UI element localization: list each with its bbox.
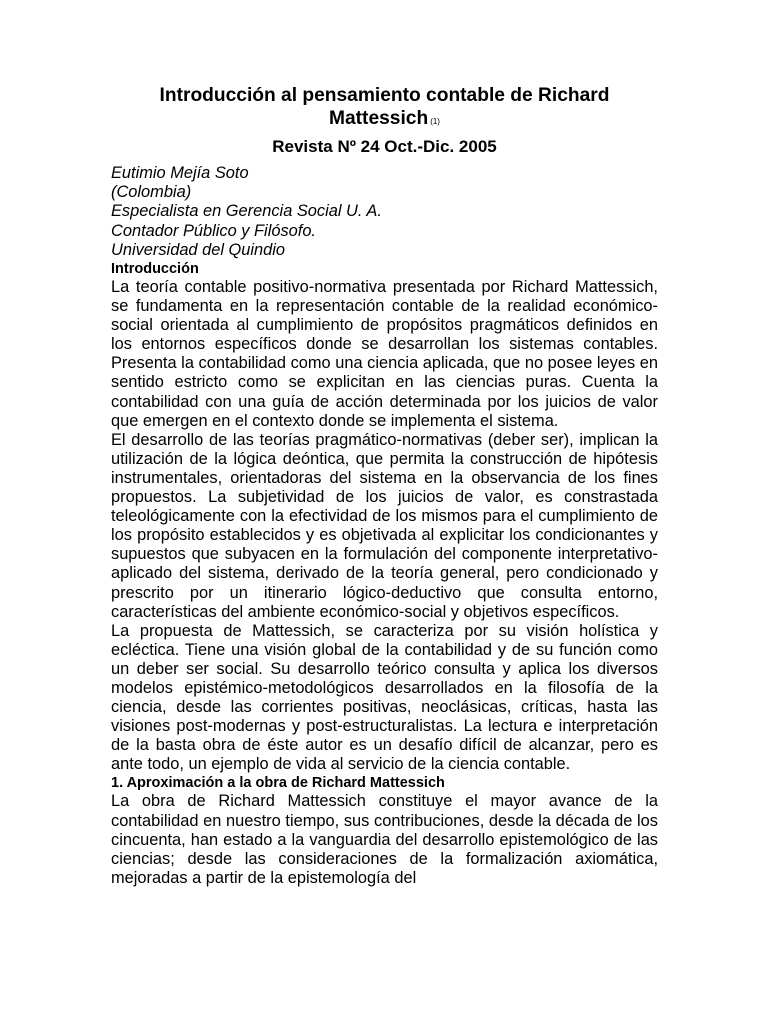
author-block <box>111 164 658 260</box>
section1-paragraph: La obra de Richard Mattessich constituye el mayor avance de la contabilidad en nuestro tiempo, sus contribuciones, desde la década de los cincuenta, han estado a la vanguardia del desarrollo epistemológico de las ciencias; desde las consideraciones de la formalización axiomática, mejoradas a partir de la epistemología del <box>111 792 658 887</box>
title-footnote-marker: (1) <box>430 117 440 126</box>
section-heading-aproximacion: 1. Aproximación a la obra de Richard Mattessich <box>111 775 445 792</box>
author-name: Eutimio Mejía Soto <box>111 164 249 182</box>
intro-paragraph-3: La propuesta de Mattessich, se caracteriza por su visión holística y ecléctica. Tiene una visión global de la contabilidad y de su función como un deber ser social. Su desarrollo teórico consulta y aplica los diversos modelos epistémico-metodológicos desarrollados en la filosofía de la ciencia, desde las corrientes positivas, neoclásicas, críticas, hasta las visiones post-modernas y post-estructuralistas. La lectura e interpretación de la basta obra de éste autor es un desafío difícil de alcanzar, pero es ante todo, un ejemplo de vida al servicio de la ciencia contable. <box>111 621 658 774</box>
section-heading-introduccion: Introducción <box>111 261 199 278</box>
title-line-2: Mattessich <box>329 108 429 129</box>
document-title <box>111 84 658 130</box>
author-affiliation: Universidad del Quindio <box>111 240 286 259</box>
author-credential-1: Especialista en Gerencia Social U. A. <box>111 202 382 221</box>
intro-paragraph-2: El desarrollo de las teorías pragmático-normativas (deber ser), implican la utilización de la lógica deóntica, que permita la construcción de hipótesis instrumentales, orientadoras del sistema en la observancia de los fines propuestos. La subjetividad de los juicios de valor, es constrastada teleológicamente con la efectividad de los mismos para el cumplimiento de los propósito establecidos y es objetivada al explicitar los condicionantes y supuestos que subyacen en la formulación del componente interpretativo-aplicado del sistema, derivado de la teoría general, pero condicionado y prescrito por un itinerario lógico-deductivo que consulta entorno, características del ambiente económico-social y objetivos específicos. <box>111 430 658 621</box>
author-credential-2: Contador Público y Filósofo. <box>111 221 316 240</box>
author-country: (Colombia) <box>111 183 192 202</box>
journal-issue: Revista Nº 24 Oct.-Dic. 2005 <box>272 137 497 156</box>
title-line-1: Introducción al pensamiento contable de Richard <box>159 85 610 106</box>
intro-paragraph-1: La teoría contable positivo-normativa presentada por Richard Mattessich, se fundamenta en la representación contable de la realidad económico-social orientada al cumplimiento de propósitos pragmáticos definidos en los entornos específicos donde se desarrollan los sistemas contables. Presenta la contabilidad como una ciencia aplicada, que no posee leyes en sentido estricto como se explicitan en las ciencias puras. Cuenta la contabilidad con una guía de acción determinada por los juicios de valor que emergen en el contexto donde se implementa el sistema. <box>111 278 658 430</box>
